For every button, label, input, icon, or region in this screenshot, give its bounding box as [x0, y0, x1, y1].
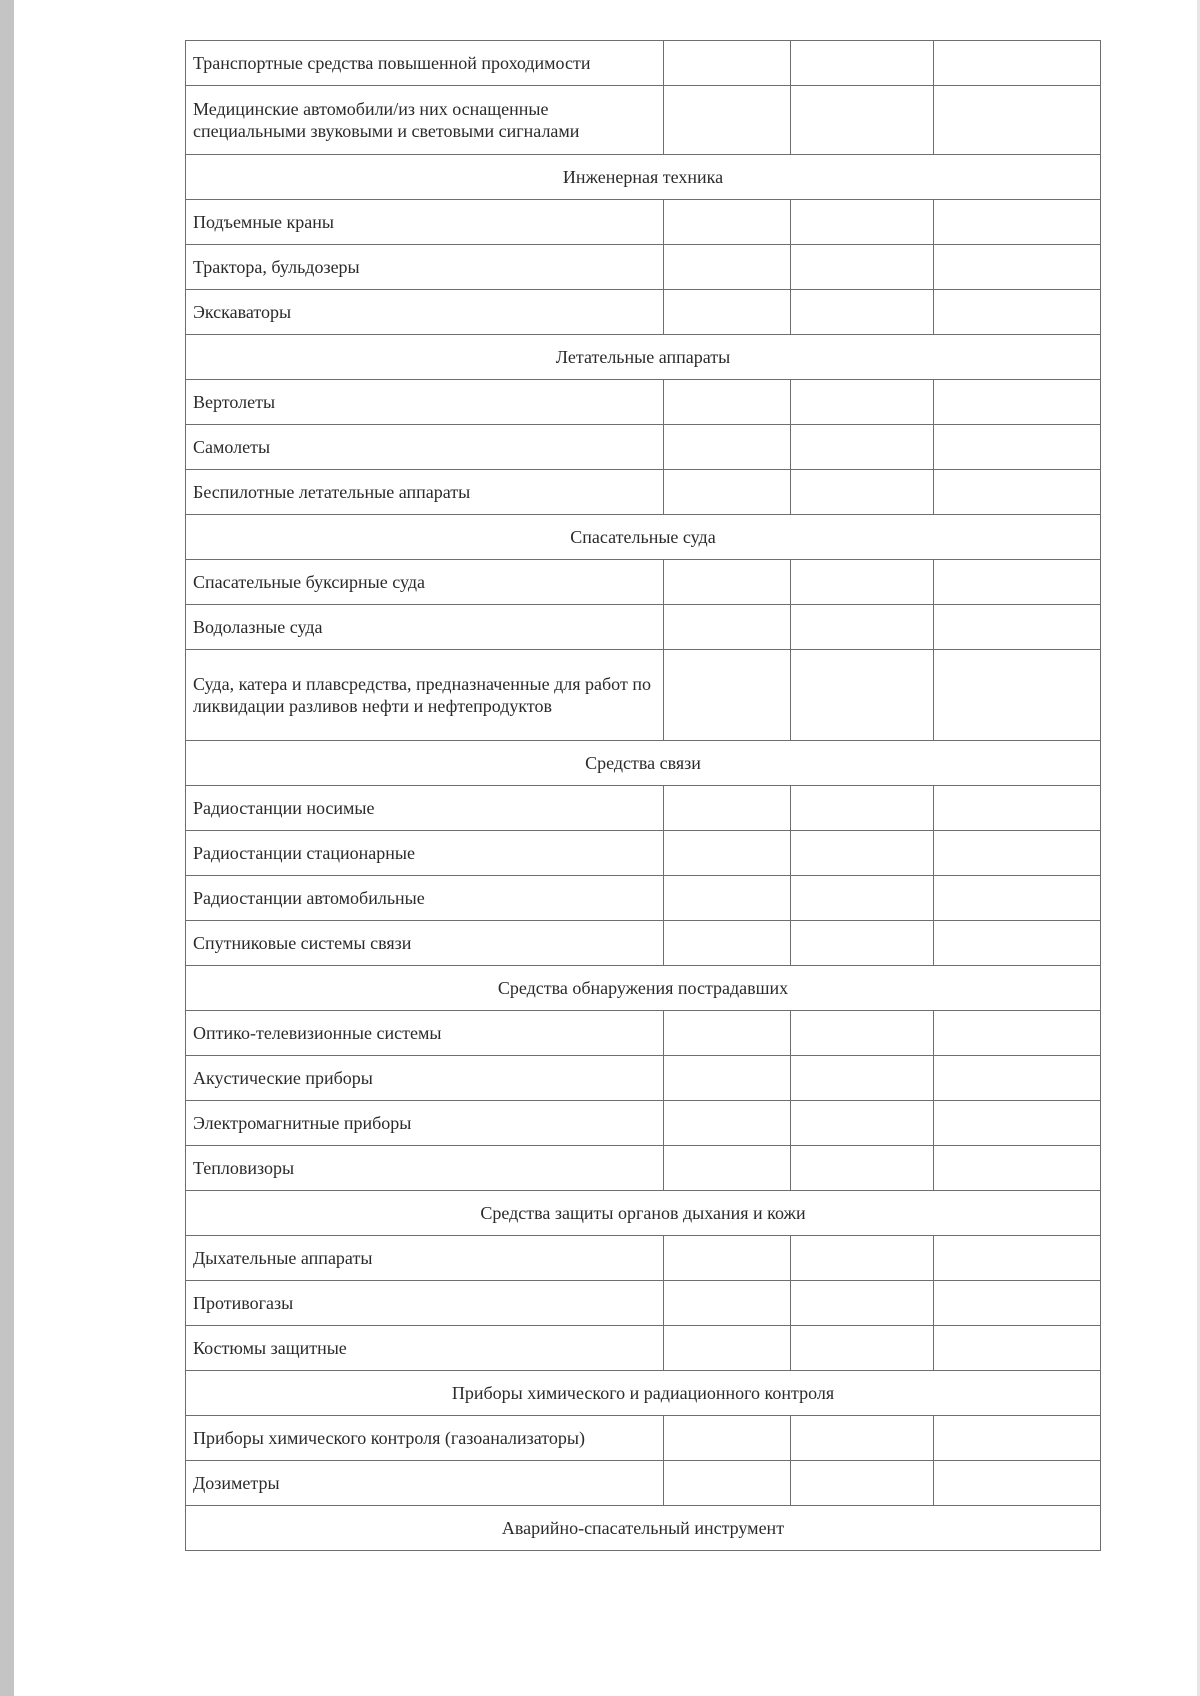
section-header-row [186, 155, 1101, 200]
value-cell-2[interactable] [791, 921, 934, 966]
value-cell-3[interactable] [934, 831, 1101, 876]
item-name-cell: Приборы химического контроля (газоанализаторы) [186, 1416, 664, 1461]
table-row [186, 290, 1101, 335]
value-cell-2[interactable] [791, 1461, 934, 1506]
value-cell-2[interactable] [791, 470, 934, 515]
item-name-cell: Противогазы [186, 1281, 664, 1326]
value-cell-2[interactable] [791, 831, 934, 876]
item-name-cell: Трактора, бульдозеры [186, 245, 664, 290]
table-row [186, 41, 1101, 86]
table-row [186, 650, 1101, 741]
value-cell-2[interactable] [791, 86, 934, 155]
value-cell-1[interactable] [664, 290, 791, 335]
value-cell-2[interactable] [791, 200, 934, 245]
item-name-cell: Экскаваторы [186, 290, 664, 335]
table-row [186, 921, 1101, 966]
value-cell-1[interactable] [664, 1416, 791, 1461]
value-cell-1[interactable] [664, 1146, 791, 1191]
value-cell-1[interactable] [664, 605, 791, 650]
section-header-row [186, 741, 1101, 786]
value-cell-3[interactable] [934, 245, 1101, 290]
value-cell-3[interactable] [934, 425, 1101, 470]
item-name-cell: Тепловизоры [186, 1146, 664, 1191]
value-cell-1[interactable] [664, 1326, 791, 1371]
item-name-cell: Оптико-телевизионные системы [186, 1011, 664, 1056]
value-cell-1[interactable] [664, 470, 791, 515]
value-cell-2[interactable] [791, 1101, 934, 1146]
item-name-cell: Дозиметры [186, 1461, 664, 1506]
value-cell-2[interactable] [791, 290, 934, 335]
table-row [186, 245, 1101, 290]
section-header-row [186, 966, 1101, 1011]
value-cell-2[interactable] [791, 876, 934, 921]
section-header-row [186, 1371, 1101, 1416]
table-row [186, 1236, 1101, 1281]
section-header: Летательные аппараты [186, 335, 1101, 380]
value-cell-3[interactable] [934, 1056, 1101, 1101]
table-row [186, 786, 1101, 831]
item-name-cell: Акустические приборы [186, 1056, 664, 1101]
scan-left-margin-strip [0, 0, 14, 1696]
item-name-cell: Подъемные краны [186, 200, 664, 245]
item-name-cell: Радиостанции автомобильные [186, 876, 664, 921]
table-row [186, 876, 1101, 921]
value-cell-3[interactable] [934, 86, 1101, 155]
value-cell-1[interactable] [664, 650, 791, 741]
value-cell-2[interactable] [791, 786, 934, 831]
value-cell-2[interactable] [791, 41, 934, 86]
value-cell-1[interactable] [664, 245, 791, 290]
item-name-cell: Радиостанции носимые [186, 786, 664, 831]
section-header: Средства связи [186, 741, 1101, 786]
value-cell-3[interactable] [934, 290, 1101, 335]
value-cell-2[interactable] [791, 1056, 934, 1101]
value-cell-3[interactable] [934, 1416, 1101, 1461]
section-header: Спасательные суда [186, 515, 1101, 560]
item-name-cell: Спасательные буксирные суда [186, 560, 664, 605]
item-name-cell: Костюмы защитные [186, 1326, 664, 1371]
value-cell-3[interactable] [934, 41, 1101, 86]
table-row [186, 380, 1101, 425]
section-header: Средства обнаружения пострадавших [186, 966, 1101, 1011]
value-cell-3[interactable] [934, 1011, 1101, 1056]
value-cell-3[interactable] [934, 605, 1101, 650]
value-cell-2[interactable] [791, 380, 934, 425]
item-name-cell: Электромагнитные приборы [186, 1101, 664, 1146]
value-cell-3[interactable] [934, 1281, 1101, 1326]
value-cell-2[interactable] [791, 1146, 934, 1191]
equipment-table [185, 40, 1101, 1551]
section-header-row [186, 1191, 1101, 1236]
value-cell-1[interactable] [664, 921, 791, 966]
value-cell-3[interactable] [934, 200, 1101, 245]
value-cell-2[interactable] [791, 605, 934, 650]
table-row [186, 1146, 1101, 1191]
value-cell-3[interactable] [934, 470, 1101, 515]
value-cell-3[interactable] [934, 1461, 1101, 1506]
table-row [186, 1011, 1101, 1056]
value-cell-3[interactable] [934, 786, 1101, 831]
equipment-table-body [186, 41, 1101, 1551]
table-row [186, 831, 1101, 876]
table-row [186, 1461, 1101, 1506]
value-cell-1[interactable] [664, 41, 791, 86]
value-cell-3[interactable] [934, 1146, 1101, 1191]
section-header: Средства защиты органов дыхания и кожи [186, 1191, 1101, 1236]
table-row [186, 1416, 1101, 1461]
item-name-cell: Спутниковые системы связи [186, 921, 664, 966]
item-name-cell: Беспилотные летательные аппараты [186, 470, 664, 515]
table-row [186, 470, 1101, 515]
value-cell-1[interactable] [664, 786, 791, 831]
value-cell-3[interactable] [934, 1326, 1101, 1371]
section-header: Аварийно-спасательный инструмент [186, 1506, 1101, 1551]
value-cell-2[interactable] [791, 560, 934, 605]
item-name-cell: Суда, катера и плавсредства, предназначенные для работ по ликвидации разливов нефти и нефтепродуктов [186, 650, 664, 741]
value-cell-1[interactable] [664, 86, 791, 155]
value-cell-2[interactable] [791, 425, 934, 470]
section-header-row [186, 515, 1101, 560]
value-cell-1[interactable] [664, 1056, 791, 1101]
item-name-cell: Медицинские автомобили/из них оснащенные специальными звуковыми и световыми сигналами [186, 86, 664, 155]
table-row [186, 605, 1101, 650]
value-cell-3[interactable] [934, 380, 1101, 425]
value-cell-3[interactable] [934, 650, 1101, 741]
table-row [186, 1326, 1101, 1371]
value-cell-1[interactable] [664, 1461, 791, 1506]
section-header-row [186, 335, 1101, 380]
table-row [186, 560, 1101, 605]
value-cell-1[interactable] [664, 380, 791, 425]
section-header-row [186, 1506, 1101, 1551]
table-row [186, 1056, 1101, 1101]
item-name-cell: Вертолеты [186, 380, 664, 425]
value-cell-1[interactable] [664, 200, 791, 245]
table-row [186, 1281, 1101, 1326]
value-cell-1[interactable] [664, 1281, 791, 1326]
value-cell-1[interactable] [664, 1236, 791, 1281]
value-cell-1[interactable] [664, 831, 791, 876]
item-name-cell: Радиостанции стационарные [186, 831, 664, 876]
value-cell-3[interactable] [934, 1236, 1101, 1281]
value-cell-1[interactable] [664, 560, 791, 605]
item-name-cell: Транспортные средства повышенной проходимости [186, 41, 664, 86]
value-cell-3[interactable] [934, 921, 1101, 966]
value-cell-2[interactable] [791, 1281, 934, 1326]
value-cell-1[interactable] [664, 425, 791, 470]
value-cell-2[interactable] [791, 1011, 934, 1056]
table-row [186, 1101, 1101, 1146]
value-cell-1[interactable] [664, 876, 791, 921]
table-row [186, 200, 1101, 245]
value-cell-1[interactable] [664, 1011, 791, 1056]
value-cell-3[interactable] [934, 876, 1101, 921]
value-cell-2[interactable] [791, 245, 934, 290]
value-cell-2[interactable] [791, 650, 934, 741]
value-cell-2[interactable] [791, 1416, 934, 1461]
document-page [185, 40, 1100, 1551]
value-cell-3[interactable] [934, 1101, 1101, 1146]
item-name-cell: Дыхательные аппараты [186, 1236, 664, 1281]
item-name-cell: Водолазные суда [186, 605, 664, 650]
item-name-cell: Самолеты [186, 425, 664, 470]
section-header: Приборы химического и радиационного контроля [186, 1371, 1101, 1416]
section-header: Инженерная техника [186, 155, 1101, 200]
table-row [186, 86, 1101, 155]
value-cell-1[interactable] [664, 1101, 791, 1146]
value-cell-2[interactable] [791, 1236, 934, 1281]
value-cell-2[interactable] [791, 1326, 934, 1371]
value-cell-3[interactable] [934, 560, 1101, 605]
table-row [186, 425, 1101, 470]
